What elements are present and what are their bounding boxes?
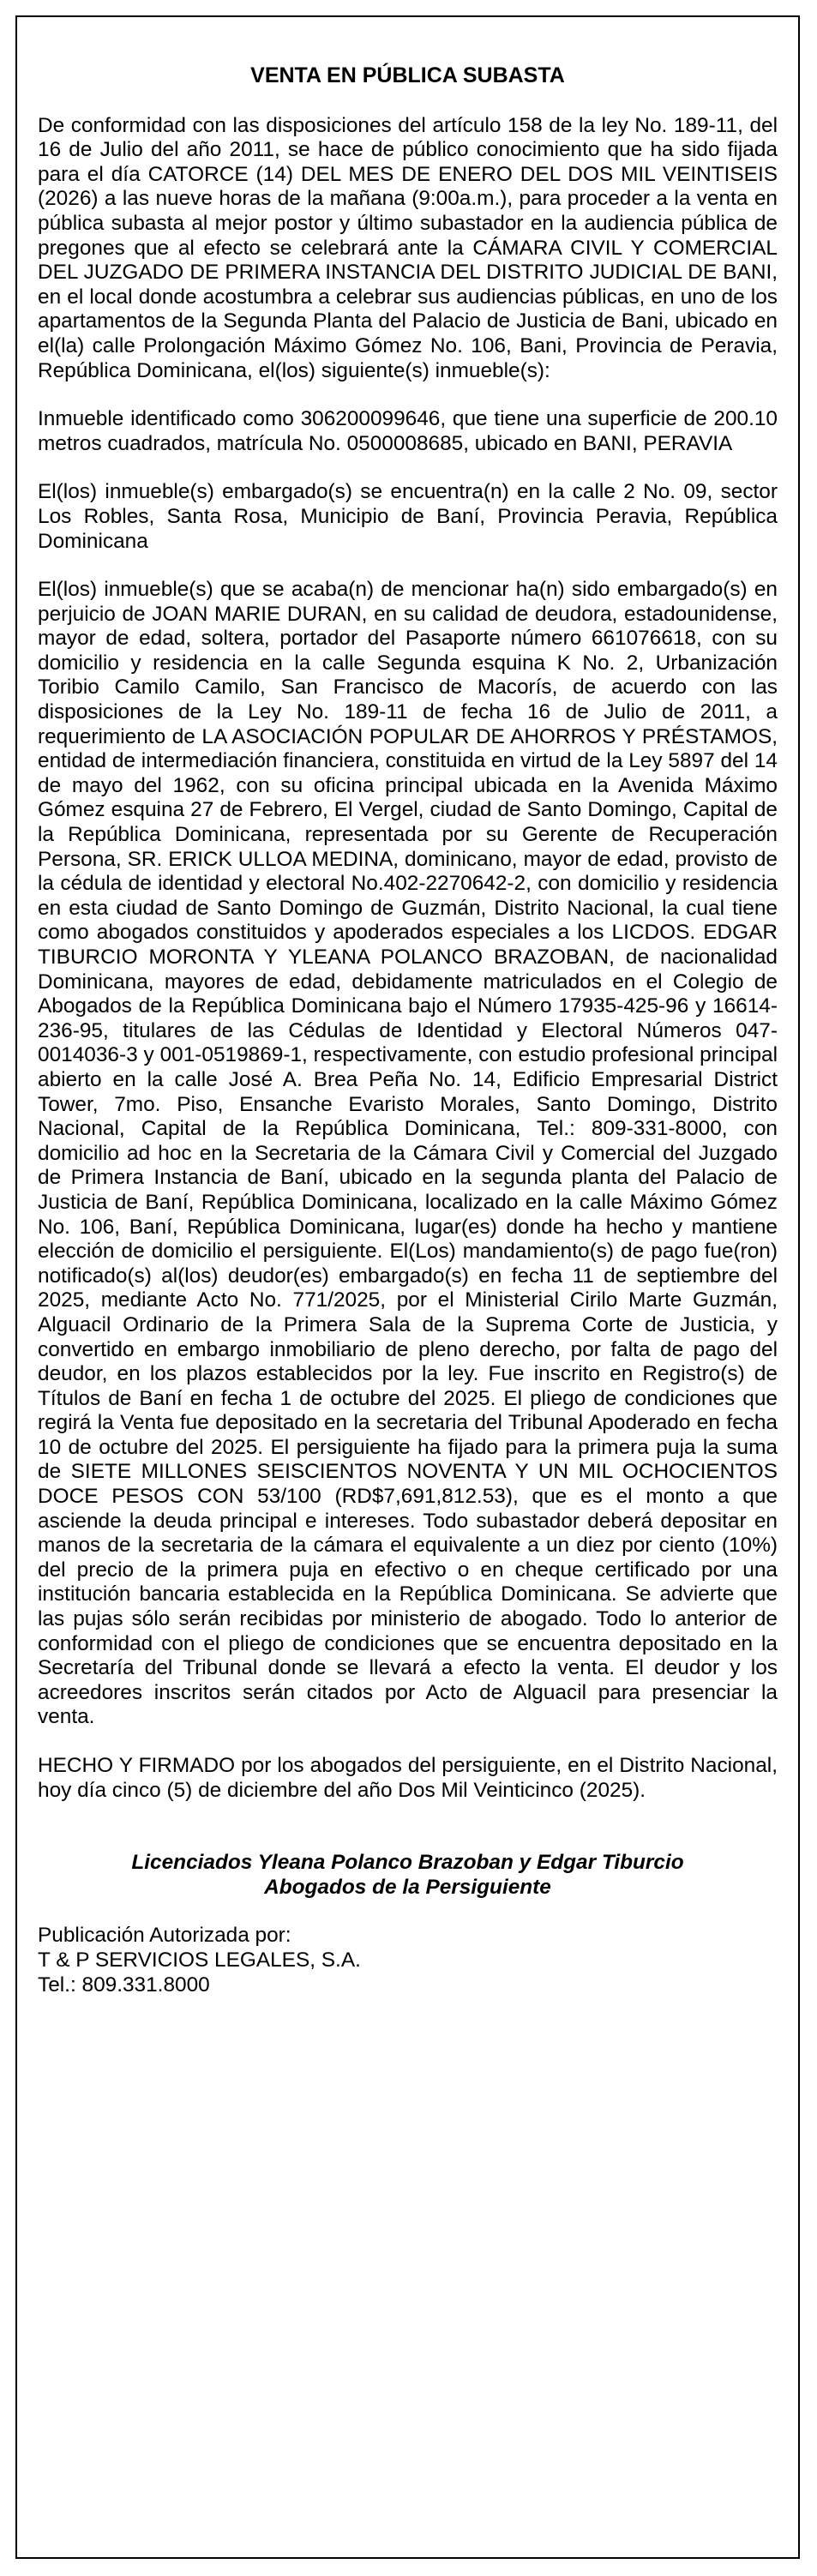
signature-lawyers: Licenciados Yleana Polanco Brazoban y Edgar Tiburcio xyxy=(131,1851,684,1875)
publication-authorized-label: Publicación Autorizada por: xyxy=(38,1924,291,1948)
intro-paragraph: De conformidad con las disposiciones del artículo 158 de la ley No. 189-11, del 16 de Julio del año 2011, se hace de público conocimiento que ha sido fijada para el día CATORCE (14) DEL MES DE ENERO DEL DOS MIL VEINTISEIS (2026) a las nueve horas de la mañana (9:00a.m.), para proceder a la venta en pública subasta al mejor postor y último subastador en la audiencia pública de pregones que al efecto se celebrará ante la CÁMARA CIVIL Y COMERCIAL DEL JUZGADO DE PRIMERA INSTANCIA DEL DISTRITO JUDICIAL DE BANI, en el local donde acostumbra a celebrar sus audiencias públicas, en uno de los apartamentos de la Segunda Planta del Palacio de Justicia de Bani, ubicado en el(la) calle Prolongación Máximo Gómez No. 106, Bani, Provincia de Peravia, República Dominicana, el(los) siguiente(s) inmueble(s): xyxy=(38,113,778,382)
publication-block xyxy=(38,1924,778,1997)
publication-phone: Tel.: 809.331.8000 xyxy=(38,1973,210,1997)
legal-notice xyxy=(15,15,800,2559)
property-location-paragraph: El(los) inmueble(s) embargado(s) se encuentra(n) en la calle 2 No. 09, sector Los Robles, Santa Rosa, Municipio de Baní, Provincia Peravia, República Dominicana xyxy=(38,480,778,553)
publication-company: T & P SERVICIOS LEGALES, S.A. xyxy=(38,1948,361,1972)
signed-paragraph: HECHO Y FIRMADO por los abogados del persiguiente, en el Distrito Nacional, hoy día cinco (5) de diciembre del año Dos Mil Veinticinco (2025). xyxy=(38,1754,778,1802)
signature-role: Abogados de la Persiguiente xyxy=(264,1875,551,1899)
notice-title: VENTA EN PÚBLICA SUBASTA xyxy=(250,63,565,87)
seizure-details-paragraph: El(los) inmueble(s) que se acaba(n) de mencionar ha(n) sido embargado(s) en perjuicio de JOAN MARIE DURAN, en su calidad de deudora, estadounidense, mayor de edad, soltera, portador del Pasaporte número 661076618, con su domicilio y residencia en la calle Segunda esquina K No. 2, Urbanización Toribio Camilo Camilo, San Francisco de Macorís, de acuerdo con las disposiciones de la Ley No. 189-11 de fecha 16 de Julio de 2011, a requerimiento de LA ASOCIACIÓN POPULAR DE AHORROS Y PRÉSTAMOS, entidad de intermediación financiera, constituida en virtud de la Ley 5897 del 14 de mayo del 1962, con su oficina principal ubicada en la Avenida Máximo Gómez esquina 27 de Febrero, El Vergel, ciudad de Santo Domingo, Capital de la República Dominicana, representada por su Gerente de Recuperación Persona, SR. ERICK ULLOA MEDINA, dominicano, mayor de edad, provisto de la cédula de identidad y electoral No.402-2270642-2, con domicilio y residencia en esta ciudad de Santo Domingo de Guzmán, Distrito Nacional, la cual tiene como abogados constituidos y apoderados especiales a los LICDOS. EDGAR TIBURCIO MORONTA Y YLEANA POLANCO BRAZOBAN, de nacionalidad Dominicana, mayores de edad, debidamente matriculados en el Colegio de Abogados de la República Dominicana bajo el Número 17935-425-96 y 16614-236-95, titulares de las Cédulas de Identidad y Electoral Números 047-0014036-3 y 001-0519869-1, respectivamente, con estudio profesional principal abierto en la calle José A. Brea Peña No. 14, Edificio Empresarial District Tower, 7mo. Piso, Ensanche Evaristo Morales, Santo Domingo, Distrito Nacional, Capital de la República Dominicana, Tel.: 809-331-8000, con domicilio ad hoc en la Secretaria de la Cámara Civil y Comercial del Juzgado de Primera Instancia de Baní, ubicado en la segunda planta del Palacio de Justicia de Baní, República Dominicana, localizado en la calle Máximo Gómez No. 106, Baní, República Dominicana, lugar(es) donde ha hecho y mantiene elección de domicilio el persiguiente. El(Los) mandamiento(s) de pago fue(ron) notificado(s) al(los) deudor(es) embargado(s) en fecha 11 de septiembre del 2025, mediante Acto No. 771/2025, por el Ministerial Cirilo Marte Guzmán, Alguacil Ordinario de la Primera Sala de la Suprema Corte de Justicia, y convertido en embargo inmobiliario de pleno derecho, por falta de pago del deudor, en los plazos establecidos por la ley. Fue inscrito en Registro(s) de Títulos de Baní en fecha 1 de octubre del 2025. El pliego de condiciones que regirá la Venta fue depositado en la secretaria del Tribunal Apoderado en fecha 10 de octubre del 2025. El persiguiente ha fijado para la primera puja la suma de SIETE MILLONES SEISCIENTOS NOVENTA Y UN MIL OCHOCIENTOS DOCE PESOS CON 53/100 (RD$7,691,812.53), que es el monto a que asciende la deuda principal e intereses. Todo subastador deberá depositar en manos de la secretaria de la cámara el equivalente a un diez por ciento (10%) del precio de la primera puja en efectivo o en cheque certificado por una institución bancaria establecida en la República Dominicana. Se advierte que las pujas sólo serán recibidas por ministerio de abogado. Todo lo anterior de conformidad con el pliego de condiciones que se encuentra depositado en la Secretaría del Tribunal donde se llevará a efecto la venta. El deudor y los acreedores inscritos serán citados por Acto de Alguacil para presenciar la venta. xyxy=(38,578,778,1729)
property-identification-paragraph: Inmueble identificado como 306200099646, que tiene una superficie de 200.10 metros cuadrados, matrícula No. 0500008685, ubicado en BANI, PERAVIA xyxy=(38,407,778,455)
signature-block xyxy=(38,1851,778,1900)
